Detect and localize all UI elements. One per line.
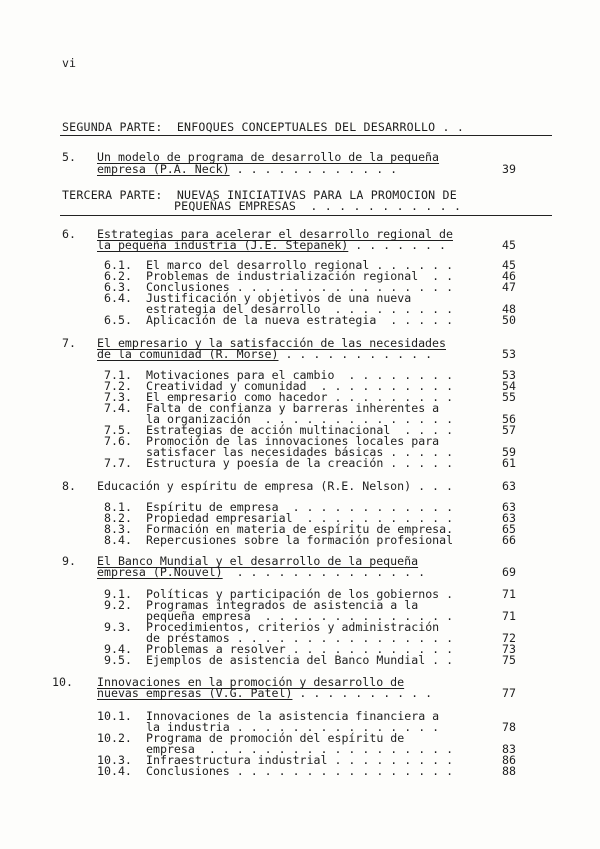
chapter-title	[97, 481, 453, 492]
section-title: satisfacer las necesidades básicas . . . . .	[146, 445, 454, 459]
page-number: 63	[502, 479, 516, 493]
section-page-number: 78	[502, 720, 516, 734]
section-title: Promoción de las innovaciones locales para	[146, 434, 440, 448]
section-number: 6.2.	[104, 269, 132, 283]
section-title: Innovaciones de la asistencia financiera a	[146, 709, 440, 723]
dot-leader: . . . . . . . . . .	[292, 686, 433, 700]
page-number: 77	[502, 686, 516, 700]
section-page-number: 53	[502, 368, 516, 382]
chapter-number: 7.	[62, 336, 76, 350]
section-title: Conclusiones . . . . . . . . . . . . . . . .	[146, 280, 454, 294]
section-title: Aplicación de la nueva estrategia . . . . .	[146, 313, 454, 327]
chapter-title-author: nuevas empresas (V.G. Patel)	[97, 686, 293, 700]
section-title: Conclusiones . . . . . . . . . . . . . . . .	[146, 764, 454, 778]
section-title: pequeña empresa . . . . . . . . . . . . . .	[146, 609, 454, 623]
page-number: 39	[502, 162, 516, 176]
section-page-number: 63	[502, 500, 516, 514]
section-number: 10.2.	[97, 731, 132, 745]
section-title: Infraestructura industrial . . . . . . . . .	[146, 753, 454, 767]
section-number: 7.3.	[104, 390, 132, 404]
section-title: Problemas a resolver . . . . . . . . . . . .	[146, 642, 454, 656]
part-heading-cont: PEQUEÑAS EMPRESAS . . . . . . . . . . .	[174, 199, 462, 213]
section-page-number: 57	[502, 423, 516, 437]
section-number: 10.4.	[97, 764, 132, 778]
chapter-title: Estrategias para acelerar el desarrollo regional de	[97, 227, 453, 241]
section-page-number: 59	[502, 445, 516, 459]
section-title: Programa de promoción del espíritu de	[146, 731, 405, 745]
dot-leader: . . . . . . . . . . . .	[229, 162, 398, 176]
section-title: Falta de confianza y barreras inherentes a	[146, 401, 440, 415]
section-page-number: 71	[502, 587, 516, 601]
chapter-title: Innovaciones en la promoción y desarrollo de	[97, 675, 405, 689]
section-title: de préstamos . . . . . . . . . . . . . . . .	[146, 631, 454, 645]
section-title: Motivaciones para el cambio . . . . . . . .	[146, 368, 454, 382]
section-page-number: 71	[502, 609, 516, 623]
dot-leader: . . . . . . . . . . . . . .	[222, 565, 426, 579]
section-number: 7.1.	[104, 368, 132, 382]
section-number: 9.3.	[104, 620, 132, 634]
chapter-title-cont	[97, 164, 397, 175]
section-title: empresa . . . . . . . . . . . . . . . . . .	[146, 742, 454, 756]
chapter-title: El Banco Mundial y el desarrollo de la pequeña	[97, 554, 419, 568]
page-number: 69	[502, 565, 516, 579]
section-title: El marco del desarrollo regional . . . . . .	[146, 258, 454, 272]
section-number: 8.4.	[104, 533, 132, 547]
section-page-number: 88	[502, 764, 516, 778]
section-number: 9.1.	[104, 587, 132, 601]
chapter-title-author: empresa (P.A. Neck)	[97, 162, 230, 176]
section-title: Espíritu de empresa . . . . . . . . . . . .	[146, 500, 454, 514]
chapter-title: Un modelo de programa de desarrollo de la pequeña	[97, 150, 440, 164]
section-number: 8.2.	[104, 511, 132, 525]
section-page-number: 65	[502, 522, 516, 536]
section-page-number: 75	[502, 653, 516, 667]
section-number: 7.7.	[104, 456, 132, 470]
section-page-number: 72	[502, 631, 516, 645]
section-number: 7.4.	[104, 401, 132, 415]
page-label: vi	[62, 56, 76, 70]
section-number: 6.3.	[104, 280, 132, 294]
section-number: 9.4.	[104, 642, 132, 656]
chapter-number: 8.	[62, 479, 76, 493]
section-number: 10.1.	[97, 709, 132, 723]
section-number: 6.4.	[104, 291, 132, 305]
section-number: 10.3.	[97, 753, 132, 767]
chapter-title-author: empresa (P.Nouvel)	[97, 565, 223, 579]
chapter-title-author: la pequeña industria (J.E. Stepanek)	[97, 238, 349, 252]
chapter-number: 6.	[62, 227, 76, 241]
chapter-title-cont	[97, 688, 432, 699]
chapter-title-text: Educación y espíritu de empresa (R.E. Nelson) . . .	[97, 479, 453, 493]
section-title: Propiedad empresarial . . . . . . . . . . .	[146, 511, 454, 525]
divider-rule	[60, 135, 552, 136]
section-number: 9.2.	[104, 598, 132, 612]
page-number: 53	[502, 347, 516, 361]
dot-leader: . . . . . . .	[348, 238, 447, 252]
chapter-title-cont	[97, 567, 425, 578]
section-title: estrategia del desarrollo . . . . . . . . .	[146, 302, 454, 316]
section-number: 8.3.	[104, 522, 132, 536]
section-page-number: 45	[502, 258, 516, 272]
chapter-number: 10.	[52, 675, 73, 689]
section-title: Formación en materia de espíritu de empresa.	[146, 522, 454, 536]
section-number: 7.6.	[104, 434, 132, 448]
section-title: Programas integrados de asistencia a la	[146, 598, 419, 612]
chapter-number: 5.	[62, 150, 76, 164]
section-title: Justificación y objetivos de una nueva	[146, 291, 412, 305]
section-number: 6.1.	[104, 258, 132, 272]
section-title: Creatividad y comunidad . . . . . . . . . .	[146, 379, 454, 393]
divider-rule	[60, 215, 552, 216]
section-page-number: 86	[502, 753, 516, 767]
section-title: Estructura y poesía de la creación . . . . .	[146, 456, 454, 470]
part-heading: SEGUNDA PARTE: ENFOQUES CONCEPTUALES DEL DESARROLLO . .	[62, 120, 465, 134]
section-page-number: 46	[502, 269, 516, 283]
chapter-title-cont	[97, 349, 432, 360]
chapter-number: 9.	[62, 554, 76, 568]
section-page-number: 73	[502, 642, 516, 656]
section-page-number: 54	[502, 379, 516, 393]
section-page-number: 47	[502, 280, 516, 294]
section-title: Ejemplos de asistencia del Banco Mundial . .	[146, 653, 454, 667]
chapter-title-cont	[97, 240, 446, 251]
section-title: Problemas de industrialización regional . .	[146, 269, 454, 283]
section-page-number: 63	[502, 511, 516, 525]
section-page-number: 66	[502, 533, 516, 547]
section-title: Estrategias de acción multinacional . . . .	[146, 423, 454, 437]
section-number: 9.5.	[104, 653, 132, 667]
section-number: 8.1.	[104, 500, 132, 514]
section-title: Procedimientos, criterios y administración	[146, 620, 440, 634]
section-title: Políticas y participación de los gobiernos .	[146, 587, 454, 601]
chapter-title-author: de la comunidad (R. Morse)	[97, 347, 279, 361]
section-page-number: 56	[502, 412, 516, 426]
section-title: El empresario como hacedor . . . . . . . . .	[146, 390, 454, 404]
dot-leader: . . . . . . . . . . .	[278, 347, 433, 361]
chapter-title: El empresario y la satisfacción de las necesidades	[97, 336, 447, 350]
section-number: 7.2.	[104, 379, 132, 393]
section-page-number: 50	[502, 313, 516, 327]
section-page-number: 61	[502, 456, 516, 470]
section-page-number: 48	[502, 302, 516, 316]
page-number: 45	[502, 238, 516, 252]
section-page-number: 83	[502, 742, 516, 756]
part-heading: TERCERA PARTE: NUEVAS INICIATIVAS PARA LA PROMOCION DE	[62, 188, 457, 202]
section-title: Repercusiones sobre la formación profesional	[146, 533, 454, 547]
section-page-number: 55	[502, 390, 516, 404]
section-title: la industria . . . . . . . . . . . . . . .	[146, 720, 440, 734]
section-title: la organización . . . . . . . . . . . . . .	[146, 412, 454, 426]
section-number: 7.5.	[104, 423, 132, 437]
section-number: 6.5.	[104, 313, 132, 327]
